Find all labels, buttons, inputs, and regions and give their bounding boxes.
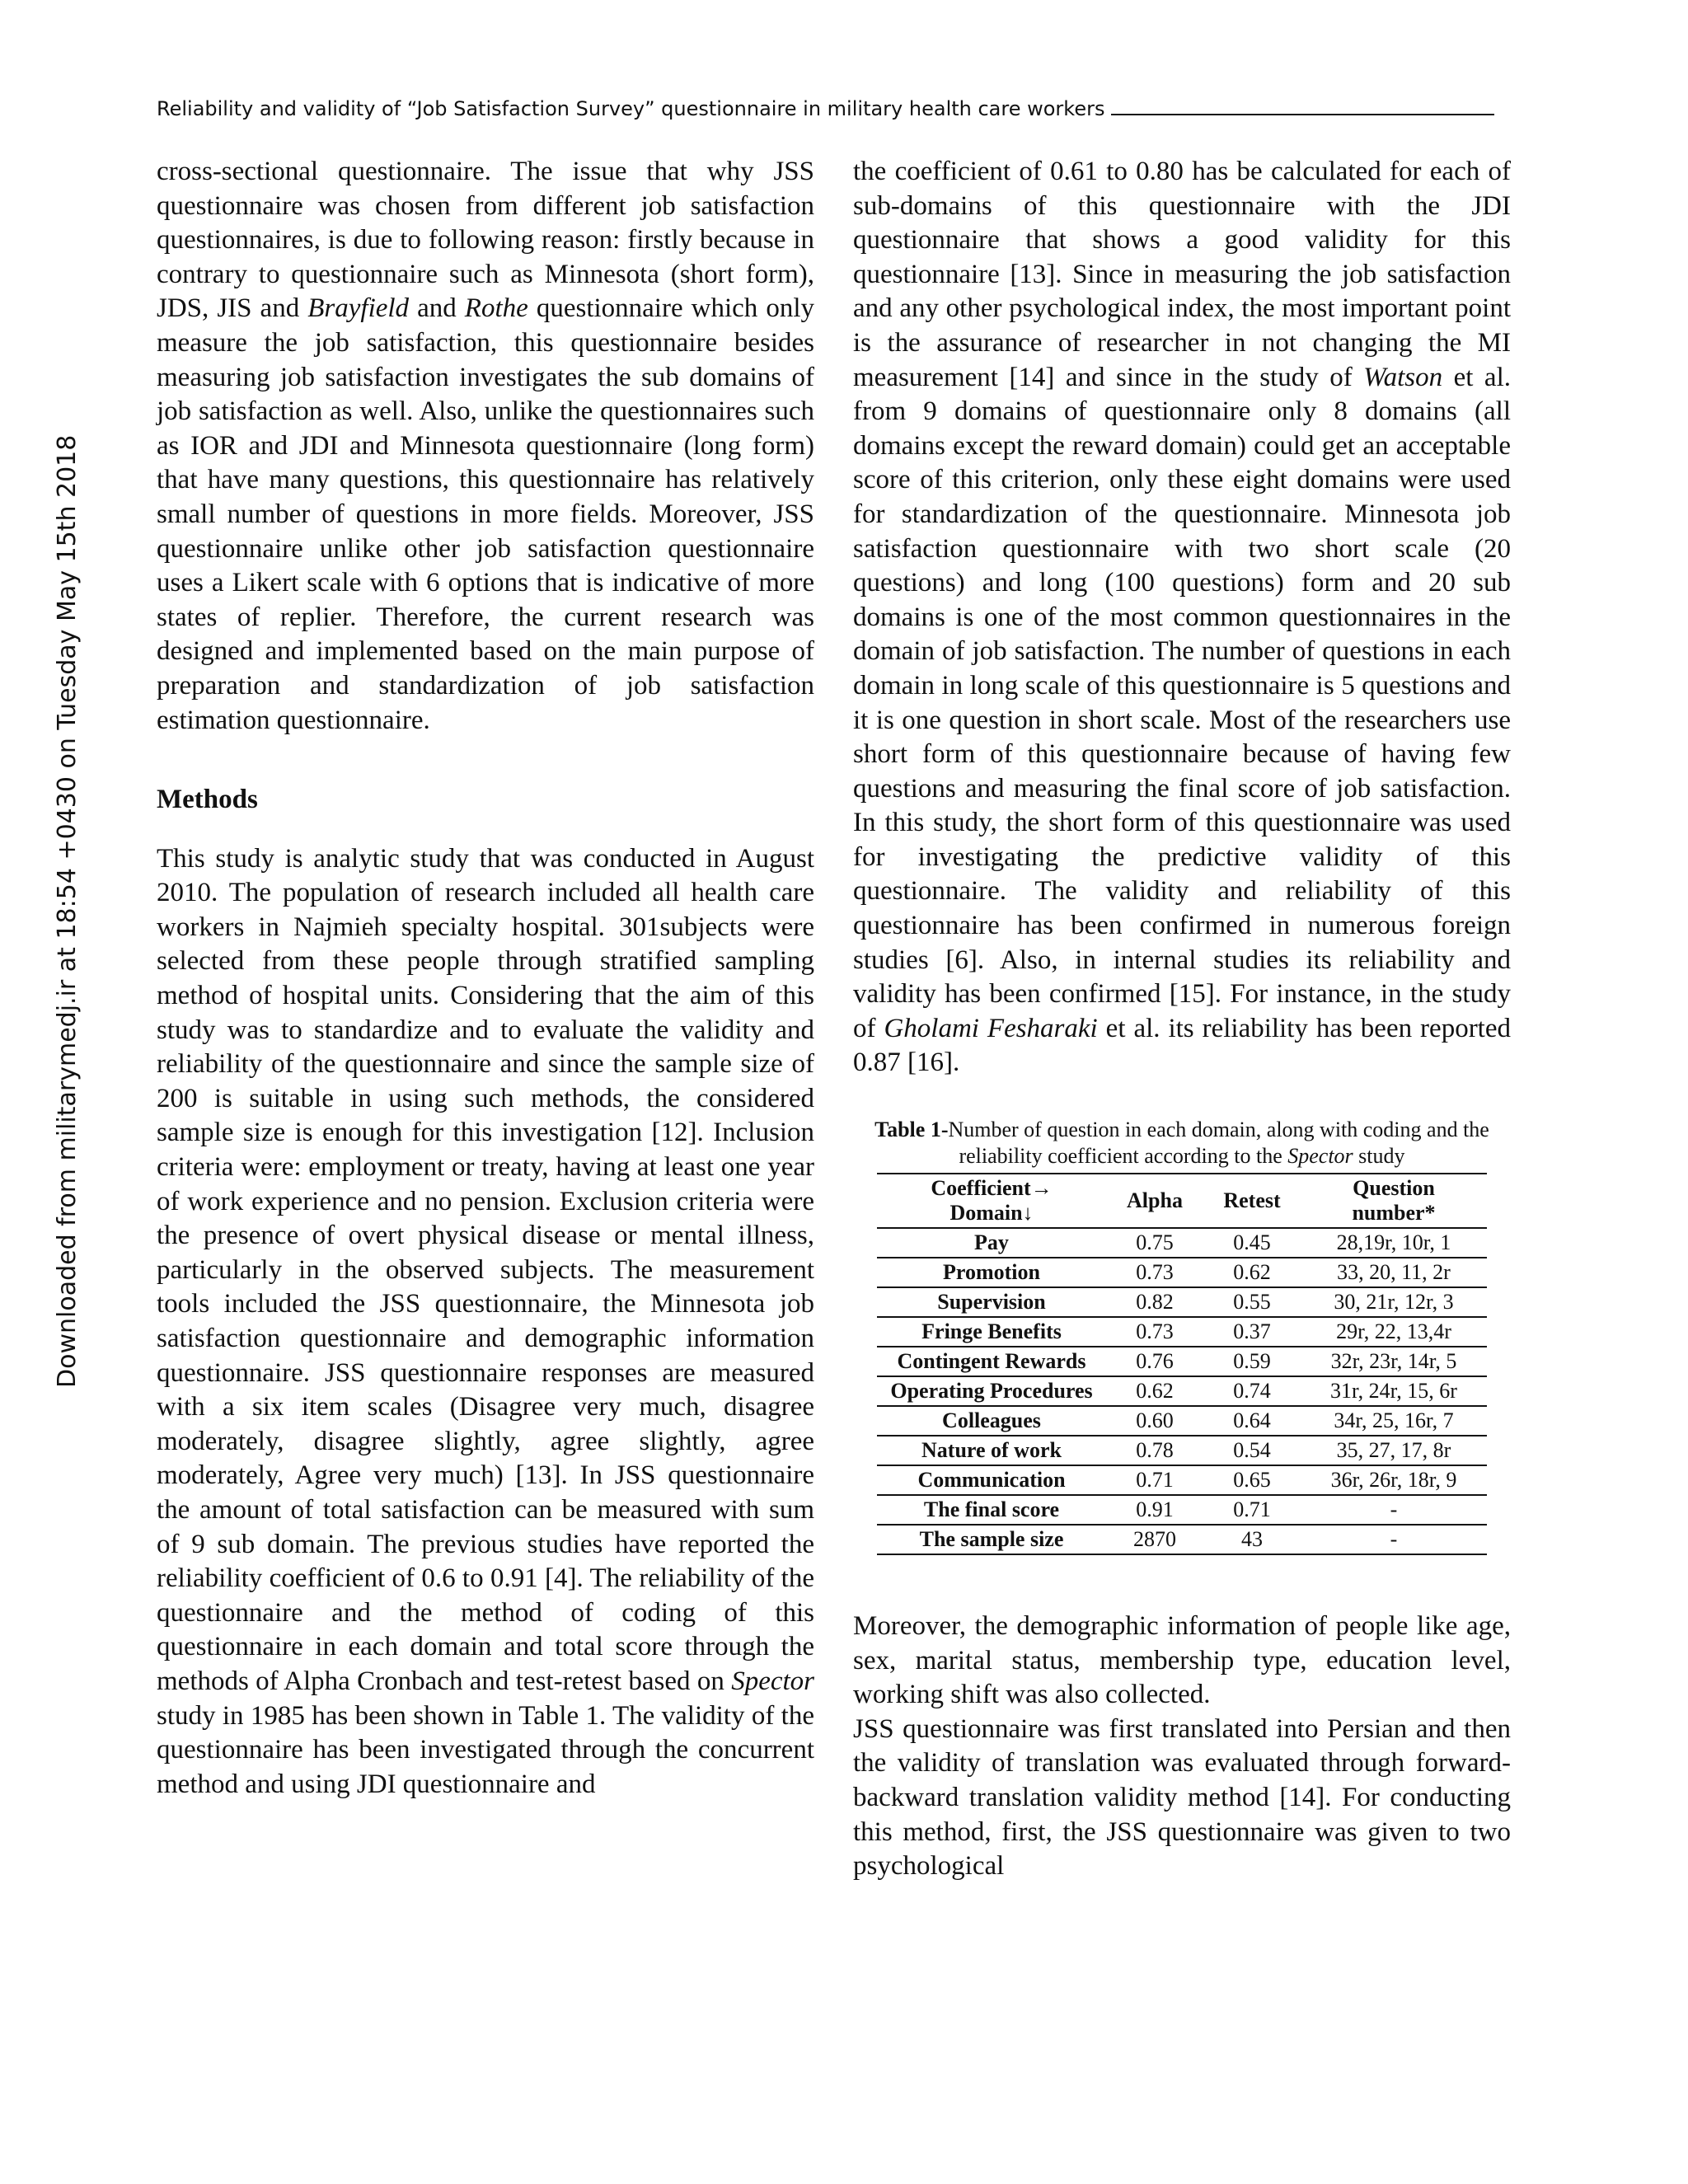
left-column xyxy=(157,155,814,1802)
right-top-paragraph xyxy=(853,155,1511,1080)
download-stamp: Downloaded from militarymedj.ir at 18:54 +0430 on Tuesday May 15th 2018 xyxy=(53,434,82,1388)
cell-questions: 28,19r, 10r, 1 xyxy=(1301,1228,1487,1258)
cell-retest: 0.71 xyxy=(1203,1495,1301,1525)
cell-alpha: 0.73 xyxy=(1106,1317,1203,1347)
reliability-table xyxy=(877,1173,1487,1555)
header-question-line1: Question xyxy=(1353,1176,1435,1201)
table-caption xyxy=(870,1117,1494,1169)
cell-alpha: 0.60 xyxy=(1106,1406,1203,1436)
caption-italic: Spector xyxy=(1287,1144,1353,1169)
right-column xyxy=(853,155,1511,1884)
cell-alpha: 0.78 xyxy=(1106,1436,1203,1465)
cell-alpha: 0.82 xyxy=(1106,1287,1203,1317)
cell-alpha: 0.75 xyxy=(1106,1228,1203,1258)
table-row xyxy=(877,1287,1487,1317)
cell-questions: 33, 20, 11, 2r xyxy=(1301,1258,1487,1287)
text-run: cross-sectional questionnaire. The issue that why JSS questionnaire was chosen from different job satisfaction questionnaires, is due to following reason: firstly because in contrary to questionnaire such as Minnesota (short form), JDS, JIS and xyxy=(157,157,814,324)
table-row xyxy=(877,1406,1487,1436)
italic-run: Brayfield xyxy=(307,293,410,324)
text-run: and xyxy=(409,293,465,324)
text-run: study in 1985 has been shown in Table 1. The validity of the questionnaire has been investigated through the concurrent method and using JDI questionnaire and xyxy=(157,1700,814,1799)
cell-domain: The sample size xyxy=(877,1525,1106,1554)
caption-text: Number of question in each domain, along with coding and the reliability coefficient according to the xyxy=(948,1118,1489,1169)
cell-retest: 0.37 xyxy=(1203,1317,1301,1347)
header-retest: Retest xyxy=(1203,1174,1301,1228)
cell-domain: Fringe Benefits xyxy=(877,1317,1106,1347)
cell-alpha: 2870 xyxy=(1106,1525,1203,1554)
header-alpha: Alpha xyxy=(1106,1174,1203,1228)
italic-run: Spector xyxy=(731,1666,814,1696)
cell-domain: The final score xyxy=(877,1495,1106,1525)
table-row xyxy=(877,1465,1487,1495)
table-row xyxy=(877,1436,1487,1465)
header-domain xyxy=(877,1174,1106,1228)
methods-heading: Methods xyxy=(157,785,258,815)
text-run: et al. its reliability has been reported 0.87 [16]. xyxy=(853,1013,1511,1078)
cell-retest: 0.74 xyxy=(1203,1376,1301,1406)
cell-domain: Supervision xyxy=(877,1287,1106,1317)
cell-alpha: 0.76 xyxy=(1106,1347,1203,1376)
table-1 xyxy=(853,1117,1511,1555)
caption-label: Table 1- xyxy=(874,1118,949,1142)
cell-domain: Contingent Rewards xyxy=(877,1347,1106,1376)
cell-questions: - xyxy=(1301,1525,1487,1554)
cell-questions: 34r, 25, 16r, 7 xyxy=(1301,1406,1487,1436)
text-run: This study is analytic study that was conducted in August 2010. The population of research included all health care workers in Najmieh specialty hospital. 301subjects were selected from these people through stratified sampling method of hospital units. Considering that the aim of this study was to standardize and to evaluate the validity and reliability of the questionnaire and since the sample size of 200 is suitable in using such methods, the considered sample size is enough for this investigation [12]. Inclusion criteria were: employment or treaty, having at least one year of work experience and no pension. Exclusion criteria were the presence of overt physical disease or mental illness, particularly in the observed subjects. The measurement tools included the JSS questionnaire, the Minnesota job satisfaction questionnaire and demographic information questionnaire. JSS questionnaire responses are measured with a six item scales (Disagree very much, disagree moderately, disagree slightly, agree slightly, agree moderately, Agree very much) [13]. In JSS questionnaire the amount of total satisfaction can be measured with sum of 9 sub domain. The previous studies have reported the reliability coefficient of 0.6 to 0.91 [4]. The reliability of the questionnaire and the method of coding of this questionnaire in each domain and total score through the methods of Alpha Cronbach and test-retest based on xyxy=(157,843,814,1696)
table-row xyxy=(877,1376,1487,1406)
caption-end: study xyxy=(1353,1144,1405,1169)
table-row xyxy=(877,1228,1487,1258)
cell-retest: 0.54 xyxy=(1203,1436,1301,1465)
cell-alpha: 0.73 xyxy=(1106,1258,1203,1287)
italic-run: Gholami Fesharaki xyxy=(884,1013,1098,1043)
cell-retest: 0.59 xyxy=(1203,1347,1301,1376)
italic-run: Watson xyxy=(1363,362,1443,392)
table-row xyxy=(877,1258,1487,1287)
header-domain-line2: Domain↓ xyxy=(950,1201,1034,1226)
cell-retest: 0.62 xyxy=(1203,1258,1301,1287)
cell-domain: Nature of work xyxy=(877,1436,1106,1465)
cell-questions: 29r, 22, 13,4r xyxy=(1301,1317,1487,1347)
table-row xyxy=(877,1495,1487,1525)
cell-retest: 0.65 xyxy=(1203,1465,1301,1495)
cell-alpha: 0.62 xyxy=(1106,1376,1203,1406)
cell-retest: 43 xyxy=(1203,1525,1301,1554)
cell-questions: 35, 27, 17, 8r xyxy=(1301,1436,1487,1465)
cell-alpha: 0.91 xyxy=(1106,1495,1203,1525)
header-question-line2: number* xyxy=(1352,1201,1436,1226)
table-row xyxy=(877,1525,1487,1554)
table-row xyxy=(877,1347,1487,1376)
cell-questions: 36r, 26r, 18r, 9 xyxy=(1301,1465,1487,1495)
intro-paragraph xyxy=(157,155,814,738)
header-domain-line1: Coefficient→ xyxy=(931,1176,1053,1201)
cell-questions: - xyxy=(1301,1495,1487,1525)
methods-paragraph xyxy=(157,842,814,1802)
header-rule xyxy=(1111,114,1494,115)
cell-questions: 30, 21r, 12r, 3 xyxy=(1301,1287,1487,1317)
translation-paragraph: JSS questionnaire was first translated into Persian and then the validity of translation was evaluated through forward-backward translation validity method [14]. For conducting this method, first, the JSS questionnaire was given to two psychological xyxy=(853,1713,1511,1882)
demographics-paragraph: Moreover, the demographic information of people like age, sex, marital status, membership type, education level, working shift was also collected. xyxy=(853,1611,1511,1710)
header-question-number xyxy=(1301,1174,1487,1228)
cell-domain: Colleagues xyxy=(877,1406,1106,1436)
cell-retest: 0.55 xyxy=(1203,1287,1301,1317)
text-run: et al. from 9 domains of questionnaire only 8 domains (all domains except the reward domain) could get an acceptable score of this criterion, only these eight domains were used for standardization of the questionnaire. Minnesota job satisfaction questionnaire with two short scale (20 questions) and long (100 questions) form and 20 sub domains is one of the most common questionnaires in the domain of job satisfaction. The number of questions in each domain in long scale of this questionnaire is 5 questions and it is one question in short scale. Most of the researchers use short form of this questionnaire because of having few questions and measuring the final score of job satisfaction. In this study, the short form of this questionnaire was used for investigating the predictive validity of this questionnaire. The validity and reliability of this questionnaire has been confirmed in numerous foreign studies [6]. Also, in internal studies its reliability and validity has been confirmed [15]. For instance, in the study of xyxy=(853,362,1511,1043)
italic-run: Rothe xyxy=(464,293,528,324)
cell-questions: 31r, 24r, 15, 6r xyxy=(1301,1376,1487,1406)
cell-alpha: 0.71 xyxy=(1106,1465,1203,1495)
cell-retest: 0.64 xyxy=(1203,1406,1301,1436)
running-header xyxy=(157,97,1500,120)
text-run: questionnaire which only measure the job satisfaction, this questionnaire besides measuring job satisfaction investigates the sub domains of job satisfaction as well. Also, unlike the questionnaires such as IOR and JDI and Minnesota questionnaire (long form) that have many questions, this questionnaire has relatively small number of questions in more fields. Moreover, JSS questionnaire unlike other job satisfaction questionnaire uses a Likert scale with 6 options that is indicative of more states of replier. Therefore, the current research was designed and implemented based on the main purpose of preparation and standardization of job satisfaction estimation questionnaire. xyxy=(157,293,815,735)
cell-domain: Communication xyxy=(877,1465,1106,1495)
cell-domain: Operating Procedures xyxy=(877,1376,1106,1406)
table-row xyxy=(877,1317,1487,1347)
cell-domain: Promotion xyxy=(877,1258,1106,1287)
cell-domain: Pay xyxy=(877,1228,1106,1258)
table-header-row xyxy=(877,1174,1487,1228)
cell-questions: 32r, 23r, 14r, 5 xyxy=(1301,1347,1487,1376)
running-title: Reliability and validity of “Job Satisfaction Survey” questionnaire in military health care workers xyxy=(157,97,1105,120)
cell-retest: 0.45 xyxy=(1203,1228,1301,1258)
text-run: the coefficient of 0.61 to 0.80 has be calculated for each of sub-domains of this questionnaire with the JDI questionnaire that shows a good validity for this questionnaire [13]. Since in measuring the job satisfaction and any other psychological index, the most important point is the assurance of researcher in not changing the MI measurement [14] and since in the study of xyxy=(853,157,1511,392)
